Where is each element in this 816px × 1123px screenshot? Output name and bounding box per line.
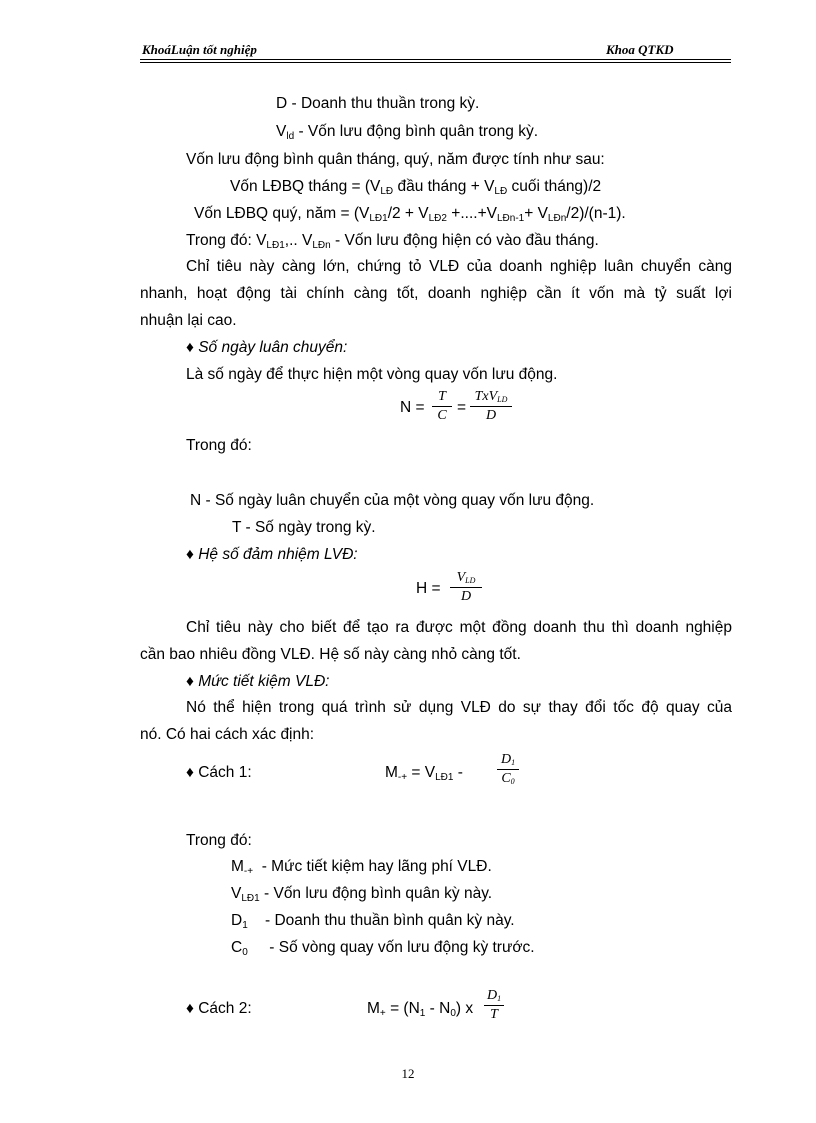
definition-d: D - Doanh thu thuần trong kỳ. [276, 95, 480, 112]
page-number: 12 [401, 1066, 415, 1081]
section-heading: ♦ Hệ số đảm nhiệm LVĐ: [186, 546, 358, 563]
fraction-d1-over-t: $D_1$ T [484, 988, 504, 1023]
header-left: KhoáLuận tốt nghiệp [142, 42, 257, 57]
paragraph-line: nhuận lại cao. [140, 312, 237, 329]
header-right: Khoa QTKD [606, 42, 674, 57]
header-rule-2 [140, 62, 731, 63]
definition-vld: $V_{ld}$ - Vốn lưu động bình quân trong kỳ. [276, 123, 539, 142]
paragraph-line: Chỉ tiêu này cho biết để tạo ra được một đồng doanh thu thì doanh nghiệp [186, 619, 732, 636]
method-2-label: ♦ Cách 2: [186, 1000, 252, 1017]
header-rule [140, 59, 731, 60]
formula-h-lhs: H = [416, 580, 441, 597]
definition-where: Trong đó: $V_{LĐ1}$,.. $V_{LĐn}$ - Vốn lưu động hiện có vào đầu tháng. [186, 232, 599, 251]
text-line: Là số ngày để thực hiện một vòng quay vốn lưu động. [186, 366, 558, 383]
formula-m2: $M_+ = (N_1 - N_0)$ x [367, 1000, 474, 1019]
definition-t: T - Số ngày trong kỳ. [232, 519, 376, 536]
formula-monthly: Vốn LĐBQ tháng = ($V_{LĐ}$ đầu tháng + $V_{LĐ}$ cuối tháng)/2 [230, 178, 602, 197]
paragraph-line: nhanh, hoạt động tài chính càng tốt, doanh nghiệp cần ít vốn mà tỷ suất lợi [140, 285, 732, 302]
definition-n: N - Số ngày luân chuyển của một vòng quay vốn lưu động. [190, 492, 595, 509]
formula-m1: $M_{-+} = V_{LĐ1}$ - [385, 764, 463, 783]
text-line: Trong đó: [186, 437, 252, 454]
section-heading: ♦ Mức tiết kiệm VLĐ: [186, 673, 330, 690]
fraction-vld-over-d: $V_{LD}$ D [450, 570, 482, 605]
text-line: Trong đó: [186, 832, 252, 849]
paragraph-line: nó. Có hai cách xác định: [140, 726, 315, 743]
paragraph-line: cần bao nhiêu đồng VLĐ. Hệ số này càng nhỏ càng tốt. [140, 646, 521, 663]
text-line: Vốn lưu động bình quân tháng, quý, năm được tính như sau: [186, 151, 605, 168]
method-1-label: ♦ Cách 1: [186, 764, 252, 781]
fraction-t-over-c: T C [432, 389, 452, 424]
paragraph-line: Nó thể hiện trong quá trình sử dụng VLĐ do sự thay đổi tốc độ quay của [186, 699, 732, 716]
fraction-txvld-over-d: TxV$_{LD}$ D [470, 389, 512, 424]
definition-m: $M_{-+}$ - Mức tiết kiệm hay lãng phí VLĐ. [231, 858, 492, 877]
definition-c0: $C_0$ - Số vòng quay vốn lưu động kỳ trước. [231, 939, 535, 958]
paragraph-line: Chỉ tiêu này càng lớn, chứng tỏ VLĐ của doanh nghiệp luân chuyển càng [186, 258, 732, 275]
fraction-d1-over-c0: $D_1$ $C_0$ [497, 752, 519, 787]
definition-d1: $D_1$ - Doanh thu thuần bình quân kỳ này. [231, 912, 515, 931]
formula-quarterly: Vốn LĐBQ quý, năm = $(V_{LĐ1}/2 + V_{LĐ2} +....+V_{LĐn-1}+ V_{LĐn}/2)/(n-1)$. [194, 205, 626, 224]
section-heading: ♦ Số ngày luân chuyển: [186, 339, 348, 356]
formula-equals: = [457, 399, 467, 416]
formula-n-lhs: N = [400, 399, 425, 416]
definition-vld1: $V_{LĐ1}$ - Vốn lưu động bình quân kỳ này. [231, 885, 493, 904]
